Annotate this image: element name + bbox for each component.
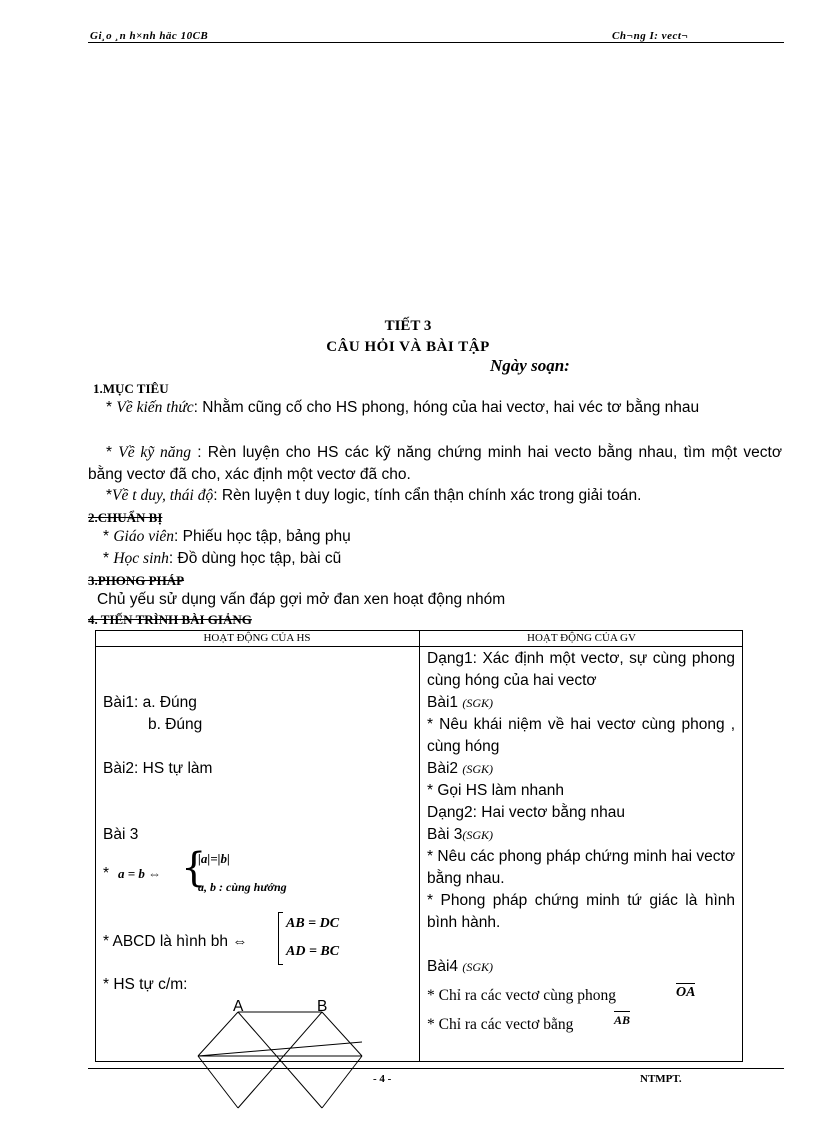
header-rule	[88, 42, 784, 43]
bracket-bottom	[278, 964, 283, 965]
condition-magnitude: |a|=|b|	[198, 851, 230, 866]
hoc-sinh-text: : Đồ dùng học tập, bài cũ	[168, 550, 342, 567]
giao-vien-label: Giáo viên	[113, 528, 175, 545]
ky-nang-label: Về kỹ năng	[118, 444, 192, 461]
gv-dang2: Dạng2: Hai vectơ bằng nhau	[427, 804, 626, 821]
hoc-sinh-line: * Học sinh: Đồ dùng học tập, bài cũ	[103, 550, 342, 567]
gv-bai1	[427, 692, 735, 714]
giao-vien-line: * Giáo viên: Phiếu học tập, bảng phụ	[103, 528, 351, 545]
point-a-label: A	[233, 998, 244, 1015]
hs-bai3: Bài 3	[103, 826, 139, 843]
kien-thuc-paragraph: * Về kiến thức: Nhằm cũng cố cho HS phong, hóng của hai vectơ, hai véc tơ bằng nhau	[106, 399, 700, 416]
giao-vien-text: : Phiếu học tập, bảng phụ	[174, 528, 351, 545]
gv-bai4-note1: * Chỉ ra các vectơ cùng phong	[427, 987, 616, 1004]
equation-ad-bc: AD = BC	[286, 944, 340, 959]
section-heading-2: 2.CHUẨN BỊ	[88, 510, 163, 525]
phuong-phap-text: Chủ yếu sử dụng vấn đáp gợi mở đan xen hoạt động nhóm	[97, 591, 506, 608]
header-right: Ch¬ng I: vect¬	[612, 30, 689, 42]
hexagon-figure	[190, 1010, 370, 1115]
page-number: - 4 -	[373, 1073, 392, 1085]
gv-bai3-note1: * Nêu các phong pháp chứng minh hai vectơ bằng nhau.	[427, 848, 735, 887]
gv-bai1-note: * Nêu khái niệm về hai vectơ cùng phong , cùng hóng	[427, 716, 735, 755]
date-label: Ngày soạn:	[490, 356, 570, 375]
gv-bai3-note2: * Phong pháp chứng minh tứ giác là hình bình hành.	[427, 892, 735, 931]
point-b-label: B	[317, 998, 328, 1015]
bracket-line	[278, 912, 279, 964]
gv-bai3	[427, 824, 735, 846]
gv-bai3-label: Bài 3	[427, 826, 463, 843]
gv-bai4-sgk: (SGK)	[462, 960, 494, 974]
lesson-number: TIẾT 3	[384, 318, 432, 334]
gv-bai2	[427, 758, 735, 780]
tu-duy-label: Về t duy, thái độ	[112, 487, 214, 504]
gv-bai4-label: Bài4	[427, 958, 459, 975]
gv-bai2-label: Bài2	[427, 760, 459, 777]
lesson-title: CÂU HỎI VÀ BÀI TẬP	[326, 339, 490, 355]
section-heading-3: 3.PHONG PHÁP	[88, 573, 185, 588]
vector-equality: a = b ⇔	[118, 866, 162, 881]
hs-abcd: * ABCD là hình bh ⇔	[103, 933, 248, 950]
section-heading-1: 1.MỤC TIÊU	[93, 381, 169, 396]
gv-bai1-label: Bài1	[427, 694, 459, 711]
tu-duy-text: : Rèn luyện t duy logic, tính cẩn thận chính xác trong giải toán.	[213, 487, 642, 504]
vector-ab: AB	[614, 1013, 631, 1027]
table-column-divider	[419, 630, 420, 1062]
gv-bai4-note2: * Chỉ ra các vectơ bằng	[427, 1016, 574, 1033]
ky-nang-paragraph: * Về kỹ năng : Rèn luyện cho HS các kỹ năng chứng minh hai vecto bằng nhau, tìm một vectơ bằng vectơ đã cho, xác định một vectơ đã cho.	[88, 444, 783, 483]
gv-dang1: Dạng1: Xác định một vectơ, sự cùng phong cùng hóng của hai vectơ	[427, 650, 735, 689]
vector-oa: OA	[676, 985, 696, 1000]
tu-duy-paragraph: *Về t duy, thái độ: Rèn luyện t duy logic, tính cẩn thận chính xác trong giải toán.	[106, 487, 642, 504]
gv-bai4	[427, 956, 735, 978]
bracket-top	[278, 912, 283, 913]
gv-bai1-sgk: (SGK)	[462, 696, 494, 710]
column-header-gv: HOẠT ĐỘNG CỦA GV	[527, 632, 636, 644]
equation-ab-dc: AB = DC	[286, 916, 340, 931]
hs-cm: * HS tự c/m:	[103, 976, 188, 993]
hs-star: *	[103, 865, 110, 882]
gv-bai2-sgk: (SGK)	[462, 762, 494, 776]
section-heading-4: 4. TIẾN TRÌNH BÀI GIẢNG	[88, 612, 252, 627]
condition-direction: a, b : cùng hướng	[198, 880, 287, 894]
gv-bai2-note: * Gọi HS làm nhanh	[427, 782, 564, 799]
brace-icon: {	[181, 845, 207, 891]
ky-nang-text: : Rèn luyện cho HS các kỹ năng chứng minh hai vecto bằng nhau, tìm một vectơ bằng vectơ đã cho, xác định một vectơ đã cho.	[88, 444, 783, 483]
hs-bai2: Bài2: HS tự làm	[103, 760, 213, 777]
gv-bai3-sgk: (SGK)	[462, 828, 494, 842]
column-header-hs: HOẠT ĐỘNG CỦA HS	[203, 632, 311, 644]
footer-rule	[88, 1068, 784, 1069]
header-left: Gi¸o ¸n h×nh häc 10CB	[90, 30, 209, 42]
hs-bai1-b: b. Đúng	[148, 716, 203, 733]
kien-thuc-label: Về kiến thức	[116, 399, 194, 416]
hoc-sinh-label: Học sinh	[113, 550, 169, 567]
kien-thuc-text: : Nhằm cũng cố cho HS phong, hóng của hai vectơ, hai véc tơ bằng nhau	[193, 399, 700, 416]
table-header-divider	[95, 646, 743, 647]
hs-bai1-a: Bài1: a. Đúng	[103, 694, 197, 711]
footer-author: NTMPT.	[640, 1073, 682, 1085]
